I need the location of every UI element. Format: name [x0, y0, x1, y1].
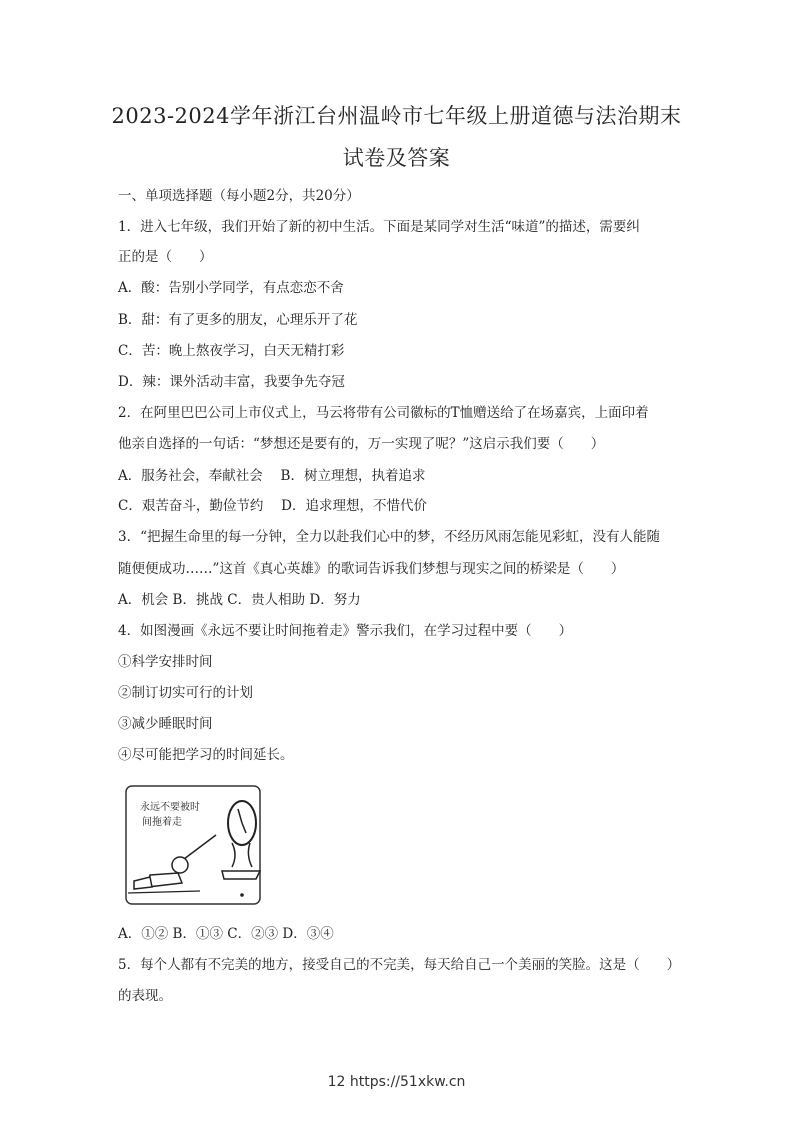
q4-item-2: ②制订切实可行的计划 — [118, 685, 253, 701]
cartoon-caption-2: 间拖着走 — [142, 817, 182, 828]
q3-stem-1: 3．“把握生命里的每一分钟，全力以赴我们心中的梦，不经历风雨怎能见彩虹，没有人能随 — [118, 529, 660, 545]
doc-title-line1: 2023-2024学年浙江台州温岭市七年级上册道德与法治期末 — [111, 104, 682, 128]
q2-stem-2: 他亲自选择的一句话：“梦想还是要有的，万一实现了呢？”这启示我们要（ ） — [118, 436, 605, 452]
q3-options: A．机会 B．挑战 C．贵人相助 D．努力 — [118, 592, 361, 608]
q3-stem-2: 随便便成功……”这首《真心英雄》的歌词告诉我们梦想与现实之间的桥梁是（ ） — [118, 561, 625, 577]
q4-item-3: ③减少睡眠时间 — [118, 716, 213, 732]
doc-title-line2: 试卷及答案 — [342, 146, 451, 170]
q4-stem: 4．如图漫画《永远不要让时间拖着走》警示我们，在学习过程中要（ ） — [118, 623, 573, 639]
cartoon-caption-1: 永远不要被时 — [140, 802, 200, 813]
q1-option-d: D．辣：课外活动丰富，我要争先夺冠 — [118, 374, 345, 390]
q2-stem-1: 2．在阿里巴巴公司上市仪式上，马云将带有公司徽标的T恤赠送给了在场嘉宾，上面印着 — [118, 405, 649, 421]
q5-stem-1: 5．每个人都有不完美的地方，接受自己的不完美，每天给自己一个美丽的笑脸。这是（ ） — [118, 957, 681, 973]
section-heading: 一、单项选择题（每小题2分，共20分） — [118, 188, 360, 204]
q4-item-1: ①科学安排时间 — [118, 654, 213, 670]
q1-option-a: A．酸：告别小学同学，有点恋恋不舍 — [118, 280, 344, 296]
lying-student-figure — [128, 857, 200, 893]
q4-item-4: ④尽可能把学习的时间延长。 — [118, 747, 294, 763]
clock-icon — [228, 801, 256, 867]
q1-stem-2: 正的是（ ） — [118, 249, 213, 265]
q1-option-b: B．甜：有了更多的朋友，心理乐开了花 — [118, 312, 358, 328]
q2-options-cd: C．艰苦奋斗，勤俭节约 D．追求理想，不惜代价 — [118, 498, 427, 514]
q2-options-ab: A．服务社会，奉献社会 B．树立理想，执着追求 — [118, 468, 426, 484]
page-footer: 12 https://51xkw.cn — [327, 1074, 466, 1090]
q4-options: A．①② B．①③ C．②③ D．③④ — [118, 926, 334, 942]
q1-option-c: C．苦：晚上熬夜学习，白天无精打彩 — [118, 343, 345, 359]
cartoon-time-illustration — [120, 783, 264, 909]
q5-stem-2: 的表现。 — [118, 988, 172, 1004]
q1-stem-1: 1．进入七年级，我们开始了新的初中生活。下面是某同学对生活“味道”的描述，需要纠 — [118, 219, 640, 235]
